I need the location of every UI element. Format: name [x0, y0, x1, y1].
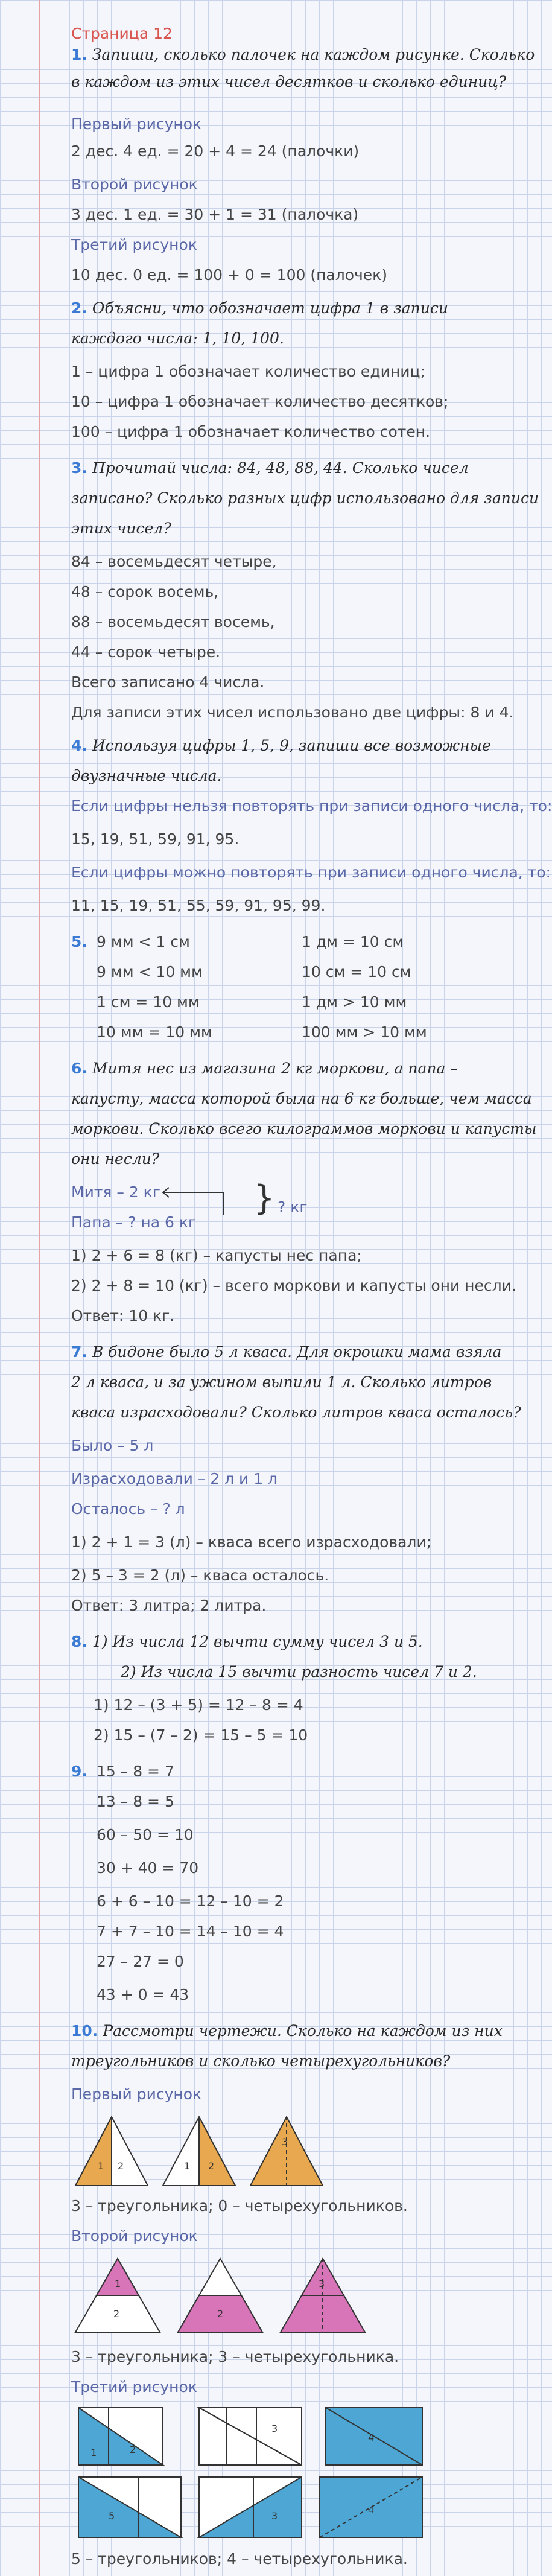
task-10-question-2: треугольников и сколько четырехугольников? — [71, 2052, 451, 2070]
task-5-right-3: 1 дм > 10 мм — [302, 993, 407, 1011]
task-1-question: 1. Запиши, сколько палочек на каждом рисунке. Сколько — [71, 46, 535, 63]
task-1-question-2: в каждом из этих чисел десятков и сколько единиц? — [71, 73, 507, 91]
svg-text:2: 2 — [208, 2160, 215, 2172]
task-6-question: 6. Митя нес из магазина 2 кг моркови, а папа – — [71, 1060, 458, 1077]
task-2-answer-1: 1 – цифра 1 обозначает количество единиц; — [71, 363, 425, 380]
task-10-answer-1: 3 – треугольника; 0 – четырехугольников. — [71, 2197, 408, 2215]
task-5-right-2: 10 см = 10 см — [302, 963, 411, 981]
figure-1-triangles — [72, 2112, 410, 2190]
task-2-answer-2: 10 – цифра 1 обозначает количество десятков; — [71, 393, 449, 410]
task-9-line: 43 + 0 = 43 — [97, 1986, 189, 2003]
task-3-answer-6: Для записи этих чисел использовано две цифры: 8 и 4. — [71, 704, 514, 721]
task-9-line: 27 – 27 = 0 — [97, 1953, 184, 1970]
svg-text:4: 4 — [368, 2504, 375, 2516]
svg-text:1: 1 — [98, 2160, 104, 2172]
task-6-answer-1: 1) 2 + 6 = 8 (кг) – капусты нес папа; — [71, 1247, 362, 1264]
task-1-answer-2: 3 дес. 1 ед. = 30 + 1 = 31 (палочка) — [71, 206, 359, 223]
task-3-question: 3. Прочитай числа: 84, 48, 88, 44. Сколько чисел — [71, 459, 469, 477]
task-4-question-2: двузначные числа. — [71, 767, 222, 784]
task-4-answer-1: Если цифры нельзя повторять при записи одного числа, то: — [71, 797, 552, 815]
task-7-short-1: Было – 5 л — [71, 1437, 154, 1454]
task-3-question-3: этих чисел? — [71, 520, 171, 537]
task-6-short-3: ? кг — [278, 1198, 308, 1216]
task-10-question: 10. Рассмотри чертежи. Сколько на каждом из них — [71, 2022, 503, 2040]
task-1-answer-1: 2 дес. 4 ед. = 20 + 4 = 24 (палочки) — [71, 142, 360, 160]
task-3-answer-5: Всего записано 4 числа. — [71, 673, 265, 691]
task-10-answer-2: 3 – треугольника; 3 – четырехугольника. — [71, 2348, 399, 2365]
task-3-answer-1: 84 – восемьдесят четыре, — [71, 553, 277, 570]
task-4-answer-2: 15, 19, 51, 59, 91, 95. — [71, 830, 240, 848]
task-1-label-3: Третий рисунок — [71, 236, 197, 253]
task-7-question-2: 2 л кваса, и за ужином выпили 1 л. Сколько литров — [71, 1373, 492, 1391]
svg-text:2: 2 — [130, 2444, 136, 2455]
figure-3-rectangles — [72, 2405, 446, 2543]
task-5-right-4: 100 мм > 10 мм — [302, 1023, 427, 1041]
notebook-margin-line — [39, 0, 40, 2576]
svg-text:1: 1 — [115, 2278, 121, 2289]
task-9-line: 13 – 8 = 5 — [97, 1793, 174, 1810]
svg-text:1: 1 — [90, 2447, 97, 2458]
task-6-arrow-icon — [157, 1183, 229, 1207]
task-9-number: 9. — [71, 1763, 87, 1780]
task-10-label-3: Третий рисунок — [71, 2378, 197, 2396]
task-10-answer-3: 5 – треугольников; 4 – четырехугольника. — [71, 2550, 408, 2568]
svg-text:3: 3 — [271, 2423, 278, 2434]
task-6-question-3: моркови. Сколько всего килограммов моркови и капусты — [71, 1120, 537, 1137]
figure-2-triangles — [72, 2254, 434, 2338]
task-6-answer-3: Ответ: 10 кг. — [71, 1307, 175, 1325]
svg-text:2: 2 — [217, 2308, 224, 2320]
task-7-question-3: кваса израсходовали? Сколько литров кваса осталось? — [71, 1404, 521, 1421]
svg-text:2: 2 — [113, 2308, 120, 2320]
task-6-answer-2: 2) 2 + 8 = 10 (кг) – всего моркови и капусты они несли. — [71, 1277, 516, 1294]
task-9-line: 30 + 40 = 70 — [97, 1859, 199, 1877]
task-7-answer-3: Ответ: 3 литра; 2 литра. — [71, 1597, 267, 1614]
task-9-line: 7 + 7 – 10 = 14 – 10 = 4 — [97, 1922, 284, 1940]
task-6-brace-icon: } — [253, 1178, 275, 1218]
task-6-question-2: капусту, масса которой была на 6 кг больше, чем масса — [71, 1090, 532, 1107]
task-3-question-2: записано? Сколько разных цифр использовано для записи — [71, 489, 539, 507]
svg-text:3: 3 — [271, 2510, 278, 2522]
task-2-question: 2. Объясни, что обозначает цифра 1 в записи — [71, 299, 448, 317]
task-9-line: 15 – 8 = 7 — [97, 1763, 174, 1780]
task-5-left-3: 1 см = 10 мм — [97, 993, 200, 1011]
task-10-label-1: Первый рисунок — [71, 2085, 202, 2103]
task-5-number: 5. — [71, 933, 87, 950]
task-5-left-4: 10 мм = 10 мм — [97, 1023, 212, 1041]
task-9-line: 60 – 50 = 10 — [97, 1826, 194, 1843]
task-3-answer-3: 88 – восемьдесят восемь, — [71, 613, 275, 631]
task-1-answer-3: 10 дес. 0 ед. = 100 + 0 = 100 (палочек) — [71, 266, 388, 284]
svg-text:3: 3 — [282, 2136, 288, 2148]
task-2-answer-3: 100 – цифра 1 обозначает количество сотен. — [71, 423, 431, 440]
svg-text:3: 3 — [319, 2278, 325, 2289]
task-7-answer-1: 1) 2 + 1 = 3 (л) – кваса всего израсходовали; — [71, 1533, 432, 1551]
task-1-label-2: Второй рисунок — [71, 176, 198, 193]
task-5-left-1: 9 мм < 1 см — [97, 933, 190, 950]
svg-text:1: 1 — [184, 2160, 191, 2172]
task-8-question-2: 2) Из числа 15 вычти разность чисел 7 и 2. — [121, 1663, 477, 1681]
task-2-question-2: каждого числа: 1, 10, 100. — [71, 329, 284, 347]
task-4-answer-3: Если цифры можно повторять при записи одного числа, то: — [71, 863, 551, 881]
task-6-short-1: Митя – 2 кг — [71, 1183, 160, 1201]
task-8-question: 8. 1) Из числа 12 вычти сумму чисел 3 и 5. — [71, 1633, 423, 1650]
task-4-question: 4. Используя цифры 1, 5, 9, запиши все возможные — [71, 737, 491, 754]
task-7-answer-2: 2) 5 – 3 = 2 (л) – кваса осталось. — [71, 1566, 329, 1584]
svg-text:4: 4 — [368, 2432, 375, 2443]
task-8-answer-1: 1) 12 – (3 + 5) = 12 – 8 = 4 — [94, 1696, 303, 1714]
svg-text:5: 5 — [109, 2510, 115, 2522]
task-7-short-3: Осталось – ? л — [71, 1500, 185, 1518]
task-10-label-2: Второй рисунок — [71, 2227, 198, 2245]
page-title: Страница 12 — [71, 25, 173, 42]
task-5-left-2: 9 мм < 10 мм — [97, 963, 203, 981]
task-8-answer-2: 2) 15 – (7 – 2) = 15 – 5 = 10 — [94, 1726, 308, 1744]
task-7-short-2: Израсходовали – 2 л и 1 л — [71, 1470, 278, 1487]
task-6-short-2: Папа – ? на 6 кг — [71, 1213, 197, 1231]
task-1-label-1: Первый рисунок — [71, 115, 202, 133]
task-4-answer-4: 11, 15, 19, 51, 55, 59, 91, 95, 99. — [71, 897, 326, 914]
task-5-right-1: 1 дм = 10 см — [302, 933, 404, 950]
task-9-line: 6 + 6 – 10 = 12 – 10 = 2 — [97, 1892, 284, 1910]
task-3-answer-2: 48 – сорок восемь, — [71, 583, 219, 600]
svg-text:2: 2 — [118, 2160, 124, 2172]
task-7-question: 7. В бидоне было 5 л кваса. Для окрошки мама взяла — [71, 1343, 502, 1361]
task-3-answer-4: 44 – сорок четыре. — [71, 643, 221, 661]
task-6-question-4: они несли? — [71, 1150, 160, 1168]
